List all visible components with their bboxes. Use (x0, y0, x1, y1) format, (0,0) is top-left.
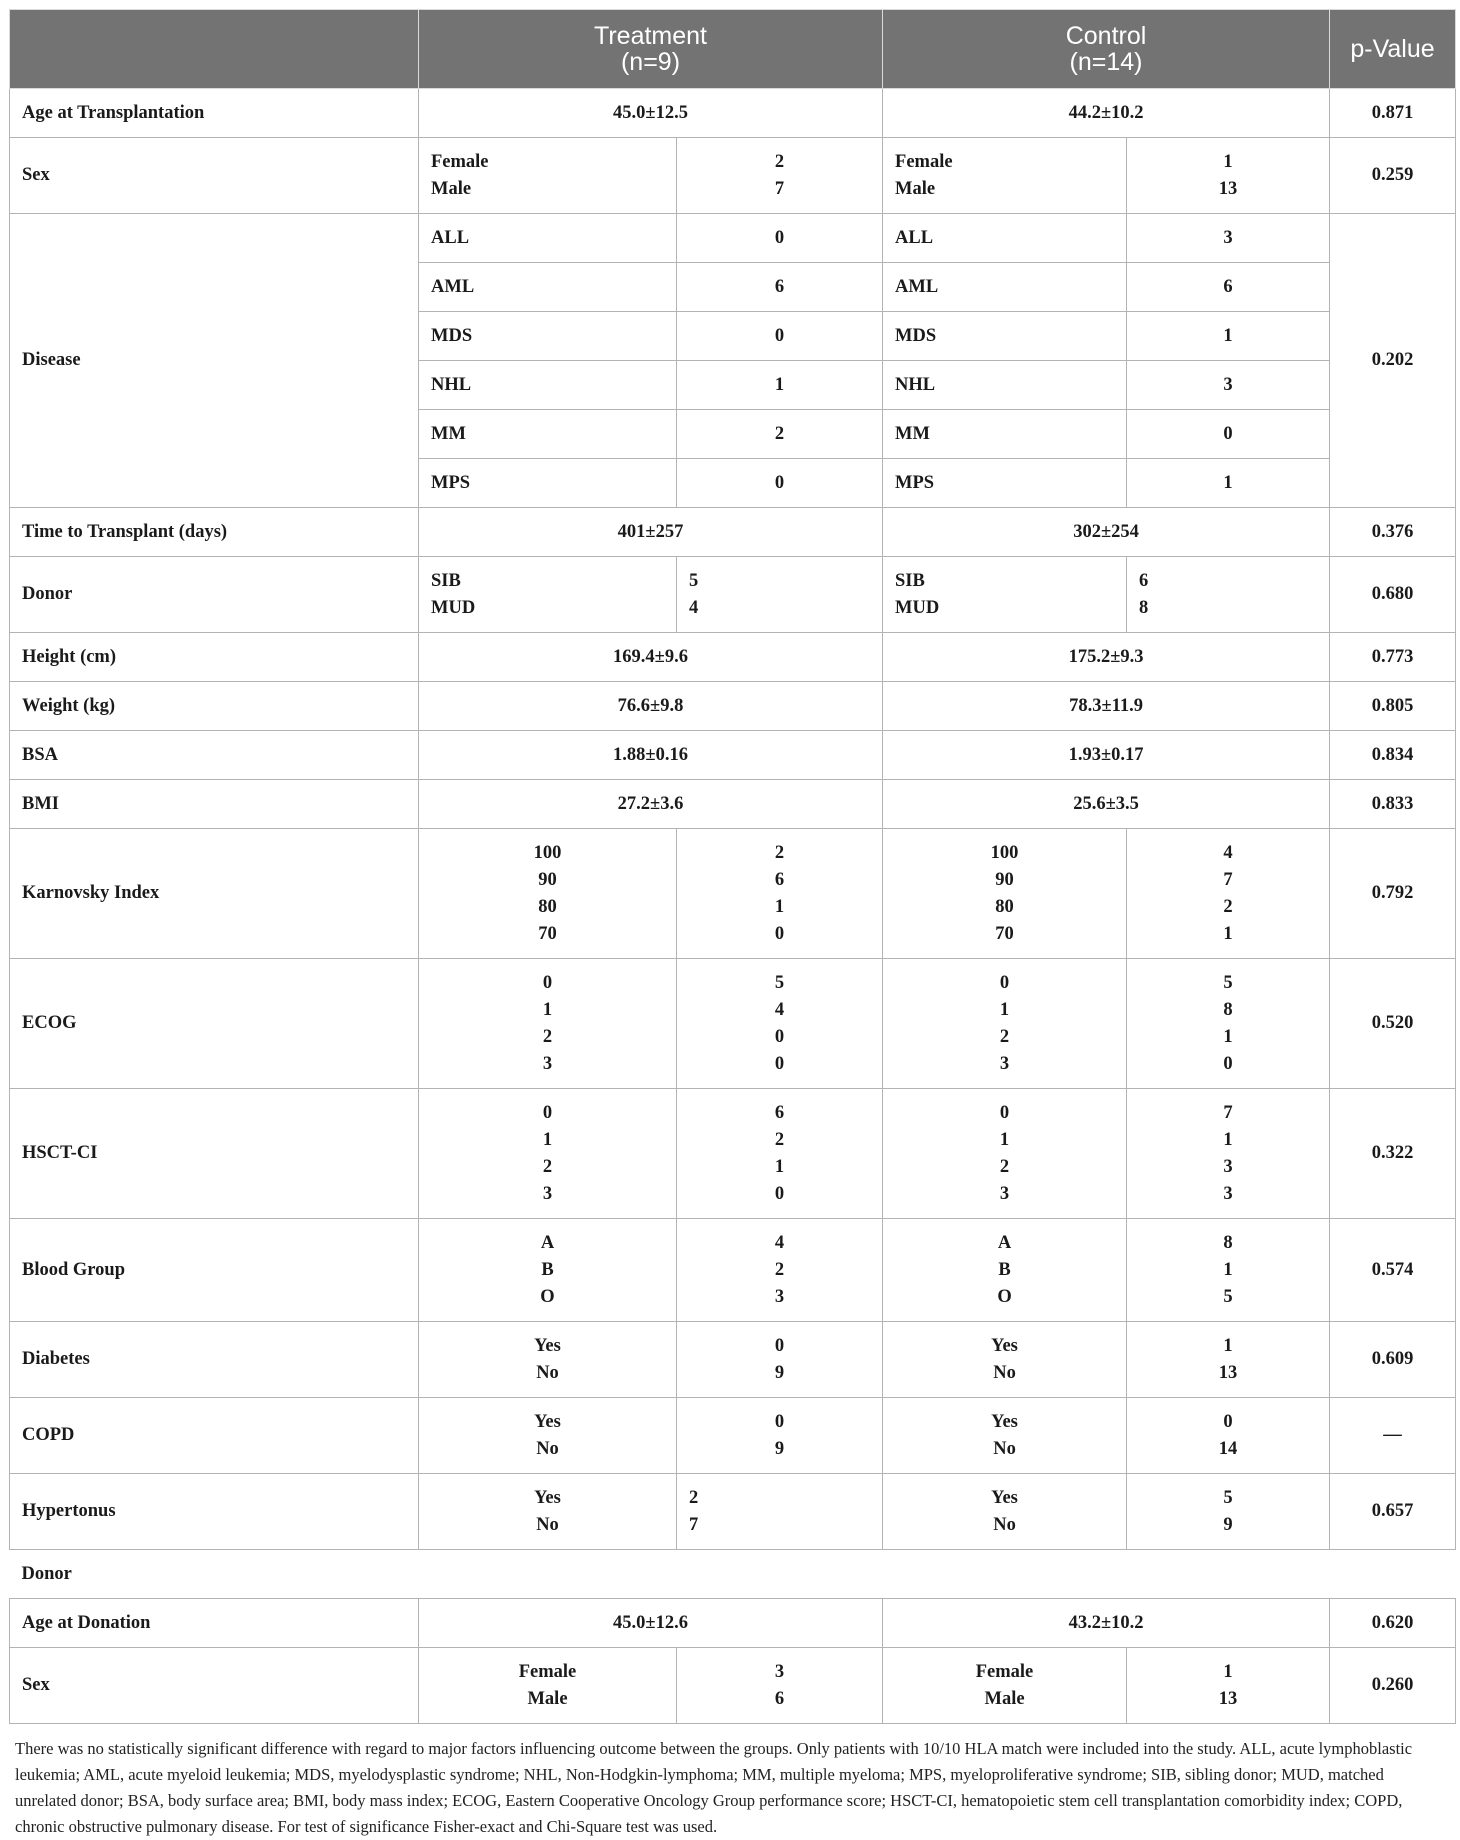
p-value: 0.609 (1330, 1322, 1456, 1398)
p-value: 0.376 (1330, 508, 1456, 557)
treatment-value: 1.88±0.16 (419, 731, 883, 780)
control-count: 6 (1127, 263, 1330, 312)
treatment-category: 100 90 80 70 (419, 829, 677, 959)
control-count: 7 1 3 3 (1127, 1089, 1330, 1219)
control-category: MPS (883, 459, 1127, 508)
header-blank (10, 10, 419, 89)
p-value: 0.657 (1330, 1474, 1456, 1550)
control-count: 1 13 (1127, 138, 1330, 214)
table-footnote: There was no statistically significant difference with regard to major factors influencing outcome between the groups. Only patients with 10/10 HLA match were included into the study. ALL, acute lymphoblastic leukemia; AML, acute myeloid leukemia; MDS, myelodysplastic syndrome; NHL, Non-Hodgkin-lymphoma; MM, multiple myeloma; MPS, myeloproliferative syndrome; SIB, sibling donor; MUD, matched unrelated donor; BSA, body surface area; BMI, body mass index; ECOG, Eastern Cooperative Oncology Group performance score; HSCT-CI, hematopoietic stem cell transplantation comorbidity index; COPD, chronic obstructive pulmonary disease. For test of significance Fisher-exact and Chi-Square test was used. (15, 1739, 1413, 1836)
control-category: Female Male (883, 138, 1127, 214)
p-value: 0.520 (1330, 959, 1456, 1089)
treatment-count: 4 2 3 (677, 1219, 883, 1322)
control-count: 8 1 5 (1127, 1219, 1330, 1322)
table-row (10, 682, 1456, 731)
treatment-count: 0 (677, 459, 883, 508)
control-category: MDS (883, 312, 1127, 361)
control-count: 4 7 2 1 (1127, 829, 1330, 959)
row-label: COPD (10, 1398, 419, 1474)
treatment-count: 1 (677, 361, 883, 410)
control-category: AML (883, 263, 1127, 312)
treatment-category: Yes No (419, 1322, 677, 1398)
treatment-count: 6 2 1 0 (677, 1089, 883, 1219)
treatment-count: 0 9 (677, 1398, 883, 1474)
treatment-count: 5 4 (677, 557, 883, 633)
control-count: 1 13 (1127, 1322, 1330, 1398)
header-control: Control (n=14) (883, 10, 1330, 89)
control-category: A B O (883, 1219, 1127, 1322)
p-value: 0.680 (1330, 557, 1456, 633)
row-label: Diabetes (10, 1322, 419, 1398)
control-category: Yes No (883, 1474, 1127, 1550)
p-value: 0.322 (1330, 1089, 1456, 1219)
treatment-category: 0 1 2 3 (419, 959, 677, 1089)
treatment-category: 0 1 2 3 (419, 1089, 677, 1219)
p-value: 0.574 (1330, 1219, 1456, 1322)
row-label: Blood Group (10, 1219, 419, 1322)
table-row (10, 1599, 1456, 1648)
treatment-category: MPS (419, 459, 677, 508)
control-value: 175.2±9.3 (883, 633, 1330, 682)
control-category: SIB MUD (883, 557, 1127, 633)
row-label: BMI (10, 780, 419, 829)
treatment-category: Yes No (419, 1474, 677, 1550)
row-label: Disease (10, 214, 419, 508)
control-category: Female Male (883, 1648, 1127, 1724)
control-value: 44.2±10.2 (883, 89, 1330, 138)
table-row (10, 138, 1456, 214)
section-row (10, 1550, 1456, 1599)
row-label: Sex (10, 1648, 419, 1724)
treatment-count: 0 (677, 214, 883, 263)
row-label: Sex (10, 138, 419, 214)
treatment-category: Female Male (419, 1648, 677, 1724)
p-value: 0.202 (1330, 214, 1456, 508)
treatment-count: 2 6 1 0 (677, 829, 883, 959)
control-count: 1 (1127, 312, 1330, 361)
treatment-value: 45.0±12.6 (419, 1599, 883, 1648)
row-label: ECOG (10, 959, 419, 1089)
control-category: Yes No (883, 1398, 1127, 1474)
table-container (9, 9, 1455, 1840)
control-count: 5 9 (1127, 1474, 1330, 1550)
header-treatment: Treatment (n=9) (419, 10, 883, 89)
table-row (10, 1219, 1456, 1322)
control-category: Yes No (883, 1322, 1127, 1398)
table-row (10, 780, 1456, 829)
treatment-category: AML (419, 263, 677, 312)
control-value: 25.6±3.5 (883, 780, 1330, 829)
treatment-category: Female Male (419, 138, 677, 214)
control-value: 43.2±10.2 (883, 1599, 1330, 1648)
control-category: NHL (883, 361, 1127, 410)
treatment-category: ALL (419, 214, 677, 263)
table-row (10, 1474, 1456, 1550)
treatment-category: A B O (419, 1219, 677, 1322)
treatment-count: 2 7 (677, 1474, 883, 1550)
treatment-count: 5 4 0 0 (677, 959, 883, 1089)
table-row (10, 1089, 1456, 1219)
treatment-value: 45.0±12.5 (419, 89, 883, 138)
row-label: Time to Transplant (days) (10, 508, 419, 557)
row-label: Age at Donation (10, 1599, 419, 1648)
table-row (10, 633, 1456, 682)
table-row (10, 829, 1456, 959)
table-row (10, 508, 1456, 557)
treatment-value: 27.2±3.6 (419, 780, 883, 829)
control-category: ALL (883, 214, 1127, 263)
control-value: 78.3±11.9 (883, 682, 1330, 731)
table-row (10, 1322, 1456, 1398)
table-row (10, 1648, 1456, 1724)
row-label: Karnovsky Index (10, 829, 419, 959)
table-row (10, 959, 1456, 1089)
treatment-category: MM (419, 410, 677, 459)
control-count: 3 (1127, 361, 1330, 410)
treatment-category: SIB MUD (419, 557, 677, 633)
p-value: 0.773 (1330, 633, 1456, 682)
p-value: 0.259 (1330, 138, 1456, 214)
control-count: 5 8 1 0 (1127, 959, 1330, 1089)
table-row (10, 557, 1456, 633)
treatment-count: 2 7 (677, 138, 883, 214)
control-category: 0 1 2 3 (883, 959, 1127, 1089)
control-count: 1 (1127, 459, 1330, 508)
treatment-category: MDS (419, 312, 677, 361)
control-count: 1 13 (1127, 1648, 1330, 1724)
treatment-value: 401±257 (419, 508, 883, 557)
p-value: 0.260 (1330, 1648, 1456, 1724)
treatment-count: 6 (677, 263, 883, 312)
row-label: BSA (10, 731, 419, 780)
table-row (10, 731, 1456, 780)
row-label: Height (cm) (10, 633, 419, 682)
treatment-value: 169.4±9.6 (419, 633, 883, 682)
row-label: Hypertonus (10, 1474, 419, 1550)
table-row (10, 1398, 1456, 1474)
control-value: 1.93±0.17 (883, 731, 1330, 780)
control-count: 3 (1127, 214, 1330, 263)
control-category: 0 1 2 3 (883, 1089, 1127, 1219)
control-count: 0 (1127, 410, 1330, 459)
treatment-category: Yes No (419, 1398, 677, 1474)
row-label: Donor (10, 557, 419, 633)
control-value: 302±254 (883, 508, 1330, 557)
treatment-count: 2 (677, 410, 883, 459)
p-value: 0.620 (1330, 1599, 1456, 1648)
table-row (10, 214, 1456, 263)
header-row (10, 10, 1456, 89)
table-row (10, 89, 1456, 138)
control-category: 100 90 80 70 (883, 829, 1127, 959)
row-label: Age at Transplantation (10, 89, 419, 138)
treatment-count: 0 (677, 312, 883, 361)
p-value: 0.792 (1330, 829, 1456, 959)
p-value: 0.833 (1330, 780, 1456, 829)
row-label: Weight (kg) (10, 682, 419, 731)
treatment-category: NHL (419, 361, 677, 410)
p-value: — (1330, 1398, 1456, 1474)
header-pvalue: p-Value (1330, 10, 1456, 89)
p-value: 0.805 (1330, 682, 1456, 731)
p-value: 0.871 (1330, 89, 1456, 138)
row-label: HSCT-CI (10, 1089, 419, 1219)
patient-characteristics-table (9, 9, 1456, 1724)
control-count: 0 14 (1127, 1398, 1330, 1474)
treatment-value: 76.6±9.8 (419, 682, 883, 731)
treatment-count: 0 9 (677, 1322, 883, 1398)
treatment-count: 3 6 (677, 1648, 883, 1724)
control-count: 6 8 (1127, 557, 1330, 633)
control-category: MM (883, 410, 1127, 459)
p-value: 0.834 (1330, 731, 1456, 780)
section-label: Donor (10, 1550, 1456, 1599)
